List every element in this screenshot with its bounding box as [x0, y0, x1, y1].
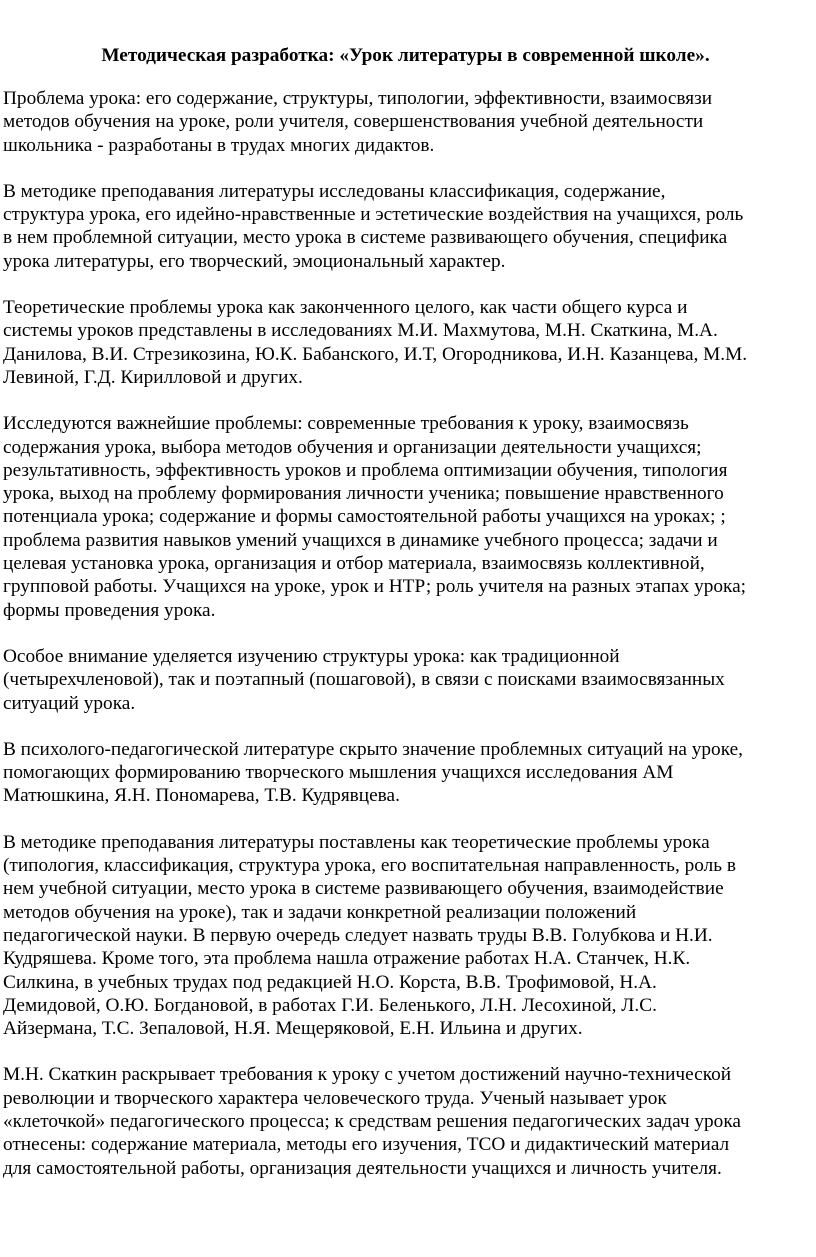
text-line: методов обучения на уроке), так и задачи конкретной реализации положений	[3, 901, 637, 923]
text-line: в нем проблемной ситуации, место урока в системе развивающего обучения, специфика	[3, 227, 728, 249]
text-line: В методике преподавания литературы поставлены как теоретические проблемы урока	[3, 831, 710, 853]
text-line: (типология, классификация, структура урока, его воспитательная направленность, роль в	[3, 855, 736, 877]
text-line: для самостоятельной работы, организация деятельности учащихся и личность учителя.	[3, 1157, 722, 1179]
text-line: М.Н. Скаткин раскрывает требования к уроку с учетом достижений научно-технической	[3, 1064, 732, 1086]
text-line: Особое внимание уделяется изучению структуры урока: как традиционной	[3, 645, 620, 667]
text-line: Исследуются важнейшие проблемы: современные требования к уроку, взаимосвязь	[3, 413, 689, 435]
text-line: системы уроков представлены в исследованиях М.И. Махмутова, М.Н. Скаткина, М.А.	[3, 320, 718, 342]
paragraph	[3, 738, 816, 808]
paragraph	[3, 87, 816, 157]
text-line: помогающих формированию творческого мышления учащихся исследования АМ	[3, 762, 674, 784]
paragraph	[3, 1063, 816, 1179]
text-line: Силкина, в учебных трудах под редакцией Н.О. Корста, В.В. Трофимовой, Н.А.	[3, 971, 657, 993]
text-line: Кудряшева. Кроме того, эта проблема нашла отражение работах Н.А. Станчек, Н.К.	[3, 948, 691, 970]
text-line: Данилова, В.И. Стрезикозина, Ю.К. Бабанского, И.Т, Огородникова, И.Н. Казанцева, М.М.	[3, 343, 748, 365]
text-line: проблема развития навыков умений учащихся в динамике учебного процесса; задачи и	[3, 529, 718, 551]
text-line: педагогической науки. В первую очередь следует назвать труды В.В. Голубкова и Н.И.	[3, 924, 713, 946]
text-line: урока, выход на проблему формирования личности ученика; повышение нравственного	[3, 483, 724, 505]
text-line: (четырехчленовой), так и поэтапный (пошаговой), в связи с поисками взаимосвязанных	[3, 669, 725, 691]
text-line: «клеточкой» педагогического процесса; к средствам решения педагогических задач урока	[3, 1110, 741, 1132]
text-line: революции и творческого характера человеческого труда. Ученый называет урок	[3, 1087, 667, 1109]
text-line: отнесены: содержание материала, методы его изучения, ТСО и дидактический материал	[3, 1134, 730, 1156]
paragraph	[3, 296, 816, 389]
text-line: школьника - разработаны в трудах многих дидактов.	[3, 134, 435, 156]
text-line: формы проведения урока.	[3, 599, 216, 621]
text-line: Матюшкина, Я.Н. Пономарева, Т.В. Кудрявцева.	[3, 785, 400, 807]
text-line: нем учебной ситуации, место урока в системе развивающего обучения, взаимодействие	[3, 878, 724, 900]
text-line: потенциала урока; содержание и формы самостоятельной работы учащихся на уроках; ;	[3, 506, 726, 528]
paragraph	[3, 180, 816, 273]
text-line: Теоретические проблемы урока как законченного целого, как части общего курса и	[3, 297, 688, 319]
text-line: целевая установка урока, организация и отбор материала, взаимосвязь коллективной,	[3, 553, 705, 575]
text-line: В психолого-педагогической литературе скрыто значение проблемных ситуаций на уроке,	[3, 738, 743, 760]
text-line: содержания урока, выбора методов обучения и организации деятельности учащихся;	[3, 436, 702, 458]
text-line: В методике преподавания литературы исследованы классификация, содержание,	[3, 180, 666, 202]
document-title: Методическая разработка: «Урок литературы в современной школе».	[101, 45, 710, 66]
document-body	[3, 87, 816, 1180]
paragraph	[3, 645, 816, 715]
text-line: Демидовой, О.Ю. Богдановой, в работах Г.И. Беленького, Л.Н. Лесохиной, Л.С.	[3, 994, 657, 1016]
text-line: Проблема урока: его содержание, структуры, типологии, эффективности, взаимосвязи	[3, 88, 713, 109]
text-line: результативность, эффективность уроков и проблема оптимизации обучения, типология	[3, 459, 728, 481]
text-line: групповой работы. Учащихся на уроке, урок и НТР; роль учителя на разных этапах урока;	[3, 576, 747, 598]
paragraph	[3, 831, 816, 1041]
paragraph	[3, 412, 816, 622]
text-line: Айзермана, Т.С. Зепаловой, Н.Я. Мещеряковой, Е.Н. Ильина и других.	[3, 1018, 583, 1040]
text-line: ситуаций урока.	[3, 692, 136, 714]
text-line: урока литературы, его творческий, эмоциональный характер.	[3, 250, 506, 272]
text-line: структура урока, его идейно-нравственные и эстетические воздействия на учащихся, роль	[3, 204, 744, 226]
text-line: Левиной, Г.Д. Кирилловой и других.	[3, 366, 303, 388]
text-line: методов обучения на уроке, роли учителя, совершенствования учебной деятельности	[3, 111, 704, 133]
